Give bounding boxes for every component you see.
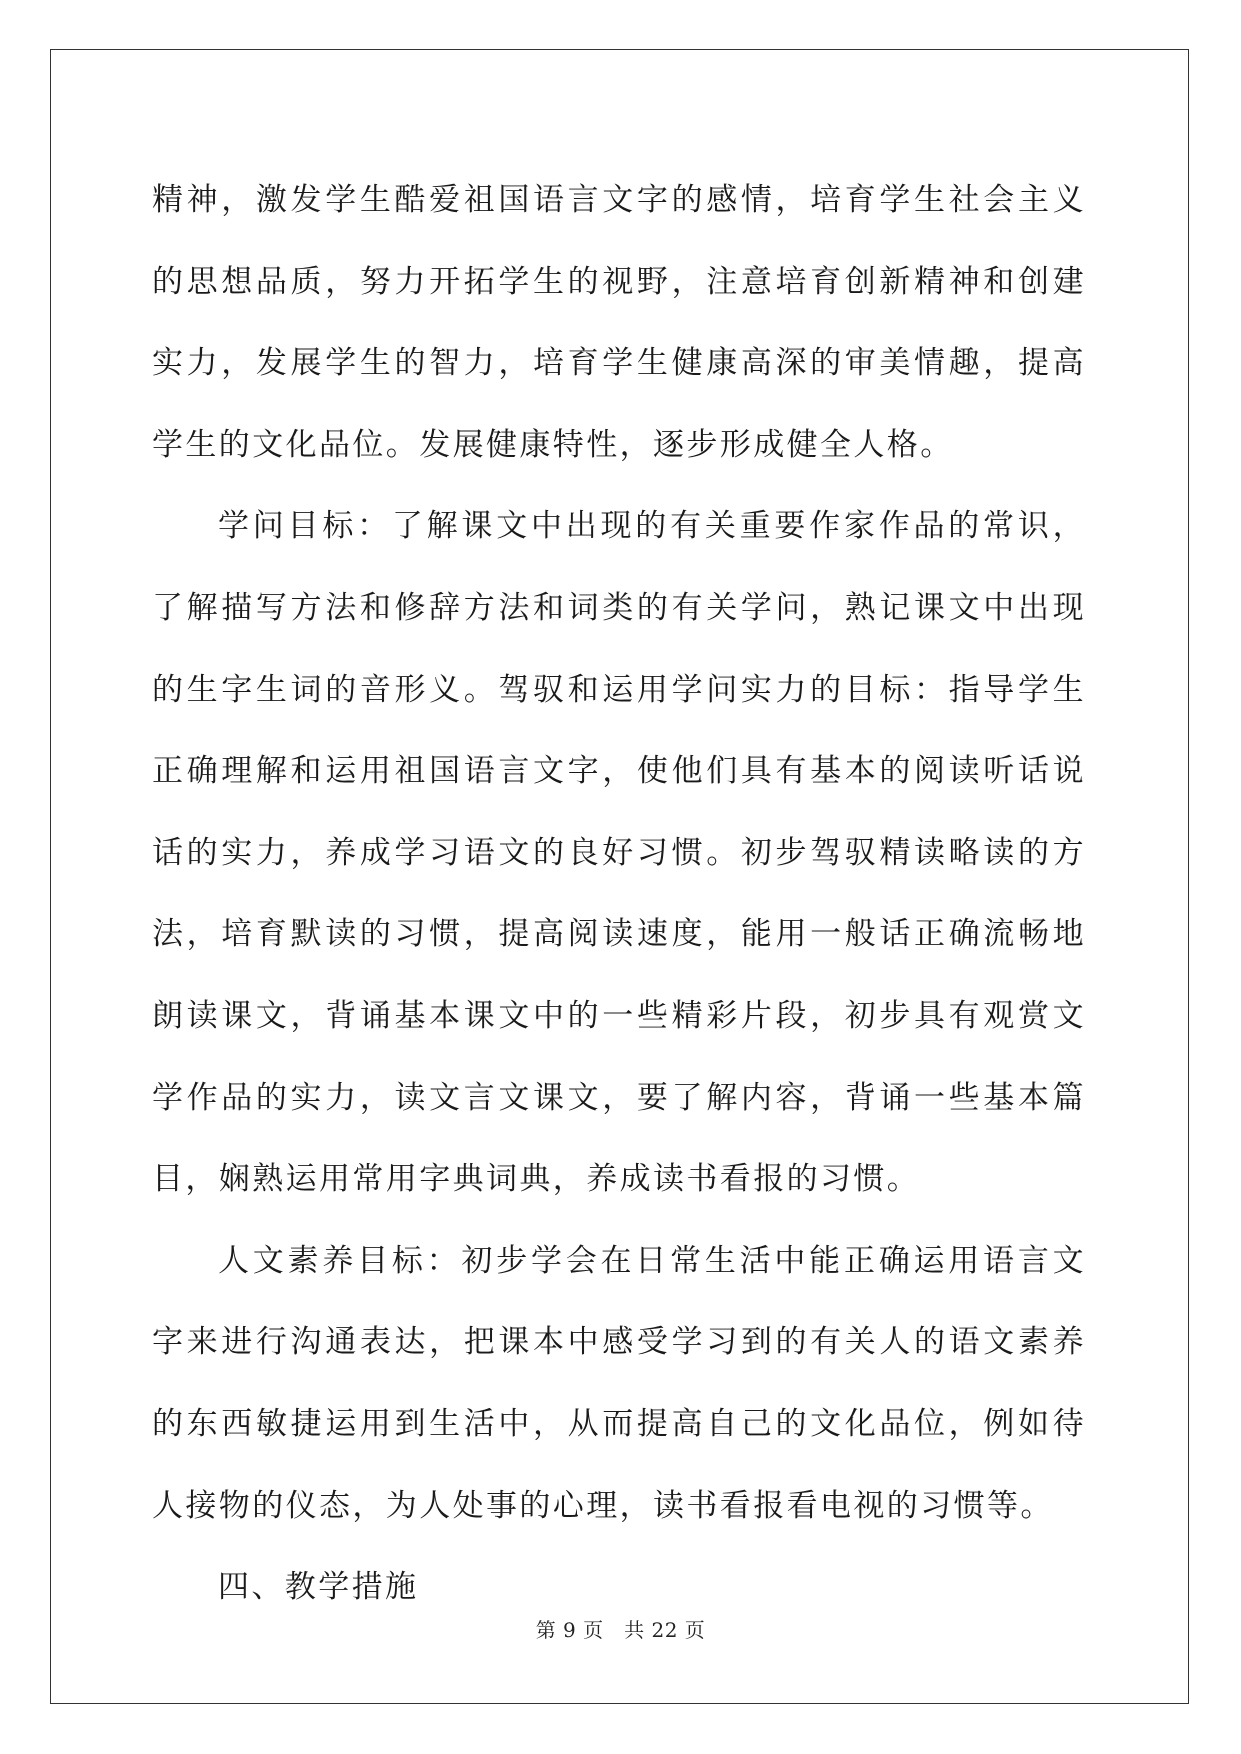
document-body — [152, 160, 1086, 1629]
section-heading-teaching-measures: 四、教学措施 — [218, 1569, 419, 1606]
paragraph-humanistic-goals: 人文素养目标：初步学会在日常生活中能正确运用语言文字来进行沟通表达，把课本中感受学习到的有关人的语文素养的东西敏捷运用到生活中，从而提高自己的文化品位，例如待人接物的仪态，为人处事的心理，读书看报看电视的习惯等。 — [152, 1242, 1086, 1524]
paragraph-intro-continuation: 精神，激发学生酷爱祖国语言文字的感情，培育学生社会主义的思想品质，努力开拓学生的视野，注意培育创新精神和创建实力，发展学生的智力，培育学生健康高深的审美情趣，提高学生的文化品位。发展健康特性，逐步形成健全人格。 — [152, 182, 1086, 463]
paragraph-knowledge-goals: 学问目标：了解课文中出现的有关重要作家作品的常识，了解描写方法和修辞方法和词类的有关学问，熟记课文中出现的生字生词的音形义。驾驭和运用学问实力的目标：指导学生正确理解和运用祖国语言文字，使他们具有基本的阅读听话说话的实力，养成学习语文的良好习惯。初步驾驭精读略读的方法，培育默读的习惯，提高阅读速度，能用一般话正确流畅地朗读课文，背诵基本课文中的一些精彩片段，初步具有观赏文学作品的实力，读文言文课文，要了解内容，背诵一些基本篇目，娴熟运用常用字典词典，养成读书看报的习惯。 — [152, 508, 1086, 1198]
page-number-footer: 第 9 页 共 22 页 — [535, 1618, 706, 1642]
